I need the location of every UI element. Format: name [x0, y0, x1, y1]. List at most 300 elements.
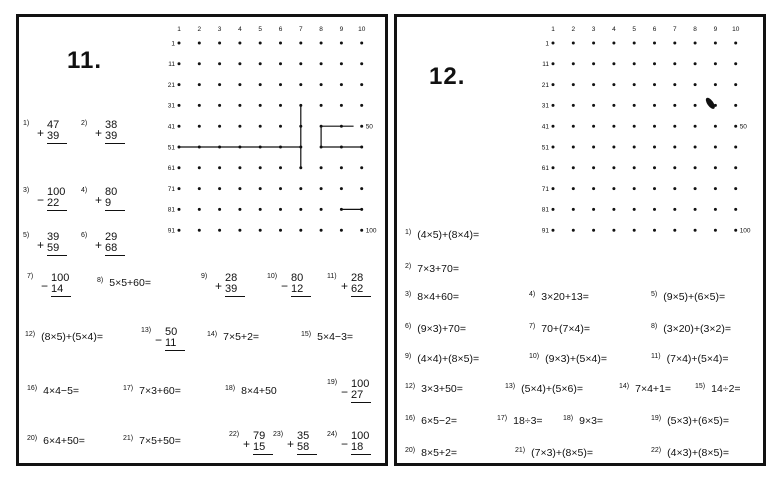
- problem-number: 1): [405, 229, 412, 236]
- grid-dot: [178, 166, 181, 169]
- grid-dot: [178, 42, 181, 45]
- problem-number: 24): [327, 431, 338, 438]
- operator: +: [341, 279, 349, 293]
- grid-dot: [673, 166, 676, 169]
- equation-problem: [225, 385, 277, 397]
- equation-problem: [123, 385, 181, 397]
- column-label: 4: [238, 26, 242, 33]
- row-label: 51: [541, 144, 549, 152]
- grid-dot: [360, 187, 363, 190]
- grid-dot: [673, 125, 676, 128]
- grid-dot: [360, 125, 363, 128]
- column-label: 6: [652, 26, 657, 33]
- equation-text: 7×5+50=: [139, 435, 181, 447]
- grid-dot: [299, 62, 302, 65]
- grid-dot: [633, 166, 636, 169]
- grid-dot: [178, 83, 181, 86]
- grid-dot: [259, 187, 262, 190]
- problem-number: 9): [405, 353, 412, 360]
- problem-number: 13): [505, 383, 516, 390]
- problem-number: 17): [497, 415, 508, 422]
- equation-problem: [25, 331, 103, 343]
- column-label: 3: [217, 26, 222, 33]
- grid-dot: [633, 83, 636, 86]
- problem-number: 20): [405, 447, 416, 454]
- top-operand: 100: [351, 378, 370, 390]
- problem-number: 15): [695, 383, 706, 390]
- grid-dot: [218, 104, 221, 107]
- operator: +: [95, 126, 103, 140]
- problem-number: 21): [123, 435, 134, 442]
- equation-text: (5×4)+(5×6)=: [521, 383, 583, 395]
- grid-dot: [673, 229, 676, 232]
- row-label: 21: [541, 81, 549, 89]
- equation-problem: [405, 415, 457, 427]
- grid-dot: [592, 208, 595, 211]
- grid-dot: [694, 146, 697, 149]
- grid-dot: [694, 187, 697, 190]
- top-operand: 79: [253, 430, 266, 442]
- equation-problem: [405, 323, 466, 335]
- grid-dot: [734, 125, 737, 128]
- row-label: 71: [541, 185, 549, 193]
- grid-dot: [714, 42, 717, 45]
- row-end-label: 50: [739, 123, 747, 131]
- equation-text: 7×5+2=: [223, 331, 260, 343]
- column-label: 9: [713, 26, 718, 33]
- equation-problem: [27, 435, 85, 447]
- equation-problem: [123, 435, 181, 447]
- bottom-operand: 15: [253, 441, 273, 455]
- problem-number: 12): [405, 383, 416, 390]
- problem-number: 23): [273, 431, 284, 438]
- grid-dot: [653, 125, 656, 128]
- row-end-label: 100: [739, 227, 751, 235]
- grid-dot: [694, 42, 697, 45]
- problem-number: 15): [301, 331, 312, 338]
- equation-text: 6×4+50=: [43, 435, 85, 447]
- bottom-operand: 27: [351, 389, 371, 403]
- equation-text: 7×3+60=: [139, 385, 181, 397]
- top-operand: 38: [105, 119, 118, 131]
- problem-number: 10): [267, 273, 278, 280]
- operator: −: [37, 193, 45, 207]
- equation-problem: [651, 415, 729, 427]
- grid-dot: [714, 146, 717, 149]
- equation-problem: [405, 383, 463, 395]
- grid-dot: [592, 187, 595, 190]
- grid-dot: [592, 125, 595, 128]
- grid-dot: [734, 83, 737, 86]
- equation-text: 3×3+50=: [421, 383, 463, 395]
- bottom-operand: 22: [47, 197, 67, 211]
- grid-dot: [279, 208, 282, 211]
- equation-problem: [619, 383, 671, 395]
- grid-dot: [198, 62, 201, 65]
- grid-dot: [238, 83, 241, 86]
- grid-dot: [572, 42, 575, 45]
- equation-problem: [529, 323, 590, 335]
- grid-dot: [714, 83, 717, 86]
- column-label: 7: [298, 26, 303, 33]
- grid-dot: [218, 83, 221, 86]
- problem-number: 6): [405, 323, 412, 330]
- grid-dot: [612, 125, 615, 128]
- top-operand: 100: [47, 186, 66, 198]
- grid-dot: [279, 83, 282, 86]
- grid-dot: [633, 146, 636, 149]
- grid-dot: [592, 229, 595, 232]
- row-label: 11: [168, 61, 175, 69]
- problem-number: 12): [25, 331, 36, 338]
- grid-dot: [694, 104, 697, 107]
- grid-dot: [572, 208, 575, 211]
- grid-dot: [259, 104, 262, 107]
- operator: +: [215, 279, 223, 293]
- dot-grid: [165, 23, 385, 238]
- problem-number: 16): [405, 415, 416, 422]
- grid-dot: [238, 187, 241, 190]
- grid-dot: [218, 208, 221, 211]
- pen-mark: [704, 96, 716, 110]
- grid-dot: [612, 62, 615, 65]
- page-title: 11.: [67, 47, 103, 74]
- grid-dot: [714, 229, 717, 232]
- equation-text: 5×4−3=: [317, 331, 354, 343]
- equation-problem: [97, 277, 151, 289]
- bottom-operand: 9: [105, 197, 125, 211]
- grid-dot: [673, 104, 676, 107]
- bottom-operand: 14: [51, 283, 71, 297]
- grid-dot: [279, 42, 282, 45]
- column-label: 8: [693, 26, 697, 33]
- grid-dot: [633, 62, 636, 65]
- equation-text: (9×3)+(5×4)=: [545, 353, 607, 365]
- equation-problem: [529, 291, 589, 303]
- grid-dot: [552, 83, 555, 86]
- column-label: 9: [339, 26, 344, 33]
- grid-dot: [320, 104, 323, 107]
- row-label: 61: [167, 165, 175, 173]
- grid-dot: [653, 208, 656, 211]
- grid-dot: [653, 83, 656, 86]
- grid-dot: [320, 62, 323, 65]
- grid-dot: [572, 187, 575, 190]
- column-label: 7: [672, 26, 677, 33]
- equation-text: (7×3)+(8×5)=: [531, 447, 593, 459]
- top-operand: 35: [297, 430, 310, 442]
- grid-dot: [340, 83, 343, 86]
- row-label: 41: [167, 123, 175, 131]
- equation-problem: [497, 415, 543, 427]
- grid-dot: [299, 187, 302, 190]
- grid-dot: [198, 187, 201, 190]
- grid-dot: [734, 229, 737, 232]
- grid-dot: [714, 125, 717, 128]
- top-operand: 28: [351, 272, 364, 284]
- column-label: 4: [612, 26, 616, 33]
- grid-dot: [552, 146, 555, 149]
- equation-problem: [515, 447, 593, 459]
- equation-text: (3×20)+(3×2)=: [663, 323, 731, 335]
- problem-number: 22): [651, 447, 662, 454]
- row-label: 21: [167, 81, 175, 89]
- equation-problem: [405, 229, 479, 241]
- grid-dot: [279, 125, 282, 128]
- grid-dot: [198, 229, 201, 232]
- grid-dot: [633, 125, 636, 128]
- row-label: 1: [171, 40, 175, 48]
- equation-text: 8×4+50: [241, 385, 277, 397]
- row-label: 51: [167, 144, 175, 152]
- grid-dot: [612, 83, 615, 86]
- equation-text: (8×5)+(5×4)=: [41, 331, 103, 343]
- column-label: 1: [177, 26, 181, 33]
- grid-dot: [218, 166, 221, 169]
- operator: +: [95, 193, 103, 207]
- operator: +: [243, 437, 251, 451]
- grid-dot: [612, 146, 615, 149]
- grid-dot: [279, 229, 282, 232]
- top-operand: 39: [47, 231, 60, 243]
- row-label: 31: [541, 102, 549, 110]
- grid-dot: [340, 62, 343, 65]
- grid-dot: [633, 187, 636, 190]
- grid-dot: [178, 229, 181, 232]
- grid-dot: [218, 125, 221, 128]
- row-label: 91: [541, 227, 549, 235]
- problem-number: 3): [23, 187, 30, 194]
- grid-dot: [238, 42, 241, 45]
- equation-problem: [405, 353, 479, 365]
- problem-number: 5): [23, 232, 30, 239]
- grid-dot: [633, 104, 636, 107]
- operator: +: [95, 238, 103, 252]
- grid-dot: [198, 104, 201, 107]
- top-operand: 50: [165, 326, 178, 338]
- grid-dot: [238, 166, 241, 169]
- grid-dot: [592, 104, 595, 107]
- problem-number: 17): [123, 385, 134, 392]
- problem-number: 2): [81, 120, 88, 127]
- grid-dot: [259, 208, 262, 211]
- grid-dot: [340, 166, 343, 169]
- problem-number: 4): [81, 187, 88, 194]
- grid-dot: [714, 208, 717, 211]
- equation-text: 18÷3=: [513, 415, 543, 427]
- grid-dot: [612, 166, 615, 169]
- grid-dot: [734, 146, 737, 149]
- grid-dot: [612, 229, 615, 232]
- equation-text: 5×5+60=: [109, 277, 151, 289]
- row-label: 1: [545, 40, 549, 48]
- equation-problem: [651, 291, 725, 303]
- grid-dot: [572, 229, 575, 232]
- column-label: 2: [571, 26, 576, 33]
- column-label: 1: [551, 26, 555, 33]
- grid-dot: [653, 42, 656, 45]
- grid-dot: [259, 229, 262, 232]
- equation-problem: [405, 291, 459, 303]
- grid-dot: [673, 146, 676, 149]
- equation-text: (7×4)+(5×4)=: [666, 353, 729, 365]
- grid-dot: [198, 83, 201, 86]
- grid-dot: [694, 208, 697, 211]
- grid-dot: [259, 166, 262, 169]
- problem-number: 18): [563, 415, 574, 422]
- bottom-operand: 39: [47, 130, 67, 144]
- problem-number: 4): [529, 291, 536, 298]
- grid-dot: [552, 166, 555, 169]
- grid-dot: [612, 187, 615, 190]
- grid-dot: [360, 83, 363, 86]
- problem-number: 5): [651, 291, 658, 298]
- column-label: 2: [197, 26, 202, 33]
- grid-dot: [694, 83, 697, 86]
- grid-dot: [592, 42, 595, 45]
- grid-dot: [552, 42, 555, 45]
- column-label: 6: [278, 26, 283, 33]
- equation-text: (4×3)+(8×5)=: [667, 447, 729, 459]
- worksheet-11: [16, 14, 388, 466]
- grid-dot: [360, 229, 363, 232]
- equation-problem: [405, 263, 459, 275]
- operator: +: [287, 437, 295, 451]
- row-label: 61: [541, 165, 549, 173]
- row-end-label: 100: [365, 227, 377, 235]
- grid-dot: [340, 104, 343, 107]
- grid-dot: [340, 42, 343, 45]
- grid-dot: [612, 104, 615, 107]
- grid-dot: [734, 104, 737, 107]
- grid-dot: [592, 146, 595, 149]
- equation-text: 6×5−2=: [421, 415, 458, 427]
- grid-dot: [734, 208, 737, 211]
- grid-dot: [653, 229, 656, 232]
- column-label: 5: [258, 26, 263, 33]
- grid-dot: [592, 62, 595, 65]
- problem-number: 7): [27, 273, 34, 280]
- top-operand: 47: [47, 119, 60, 131]
- grid-dot: [653, 62, 656, 65]
- grid-dot: [714, 187, 717, 190]
- grid-dot: [320, 208, 323, 211]
- equation-text: 14÷2=: [711, 383, 741, 395]
- equation-text: 7×4+1=: [635, 383, 672, 395]
- grid-dot: [198, 42, 201, 45]
- grid-dot: [198, 166, 201, 169]
- problem-number: 11): [651, 353, 661, 360]
- operator: +: [37, 126, 45, 140]
- bottom-operand: 18: [351, 441, 371, 455]
- grid-dot: [320, 187, 323, 190]
- top-operand: 80: [105, 186, 118, 198]
- grid-dot: [714, 166, 717, 169]
- grid-dot: [178, 104, 181, 107]
- grid-dot: [360, 62, 363, 65]
- grid-dot: [320, 42, 323, 45]
- grid-dot: [259, 42, 262, 45]
- grid-dot: [552, 208, 555, 211]
- equation-text: 7×3+70=: [417, 263, 459, 275]
- grid-dot: [218, 62, 221, 65]
- bottom-operand: 68: [105, 242, 125, 256]
- grid-dot: [673, 208, 676, 211]
- problem-number: 22): [229, 431, 240, 438]
- grid-dot: [279, 104, 282, 107]
- grid-dot: [552, 229, 555, 232]
- equation-problem: [651, 353, 728, 365]
- drawn-line: [321, 126, 353, 147]
- grid-dot: [360, 104, 363, 107]
- grid-dot: [299, 229, 302, 232]
- grid-dot: [572, 166, 575, 169]
- problem-number: 2): [405, 263, 412, 270]
- grid-dot: [360, 166, 363, 169]
- grid-dot: [299, 208, 302, 211]
- grid-dot: [673, 83, 676, 86]
- problem-number: 8): [651, 323, 658, 330]
- grid-dot: [653, 104, 656, 107]
- grid-dot: [259, 125, 262, 128]
- bottom-operand: 11: [165, 337, 185, 351]
- grid-dot: [198, 208, 201, 211]
- problem-number: 11): [327, 273, 337, 280]
- column-label: 10: [358, 26, 366, 33]
- grid-dot: [734, 166, 737, 169]
- grid-dot: [653, 146, 656, 149]
- problem-number: 6): [81, 232, 88, 239]
- grid-dot: [592, 166, 595, 169]
- problem-number: 1): [23, 120, 30, 127]
- operator: −: [281, 279, 289, 293]
- problem-number: 3): [405, 291, 412, 298]
- equation-text: 3×20+13=: [541, 291, 589, 303]
- grid-dot: [734, 187, 737, 190]
- equation-text: (9×5)+(6×5)=: [663, 291, 726, 303]
- bottom-operand: 62: [351, 283, 371, 297]
- grid-dot: [238, 125, 241, 128]
- row-label: 31: [167, 102, 175, 110]
- grid-dot: [673, 62, 676, 65]
- grid-dot: [279, 62, 282, 65]
- grid-dot: [612, 42, 615, 45]
- grid-dot: [259, 83, 262, 86]
- grid-dot: [572, 125, 575, 128]
- column-label: 8: [319, 26, 323, 33]
- grid-dot: [320, 83, 323, 86]
- grid-dot: [259, 62, 262, 65]
- equation-text: 8×5+2=: [421, 447, 458, 459]
- equation-problem: [301, 331, 353, 343]
- grid-dot: [714, 62, 717, 65]
- grid-dot: [238, 229, 241, 232]
- operator: +: [37, 238, 45, 252]
- grid-dot: [633, 42, 636, 45]
- grid-dot: [734, 42, 737, 45]
- grid-dot: [238, 208, 241, 211]
- equation-problem: [651, 447, 729, 459]
- grid-dot: [299, 83, 302, 86]
- grid-dot: [694, 125, 697, 128]
- problem-number: 10): [529, 353, 540, 360]
- problem-number: 19): [651, 415, 662, 422]
- grid-dot: [552, 187, 555, 190]
- grid-dot: [572, 146, 575, 149]
- grid-dot: [694, 229, 697, 232]
- grid-dot: [552, 62, 555, 65]
- equation-problem: [563, 415, 603, 427]
